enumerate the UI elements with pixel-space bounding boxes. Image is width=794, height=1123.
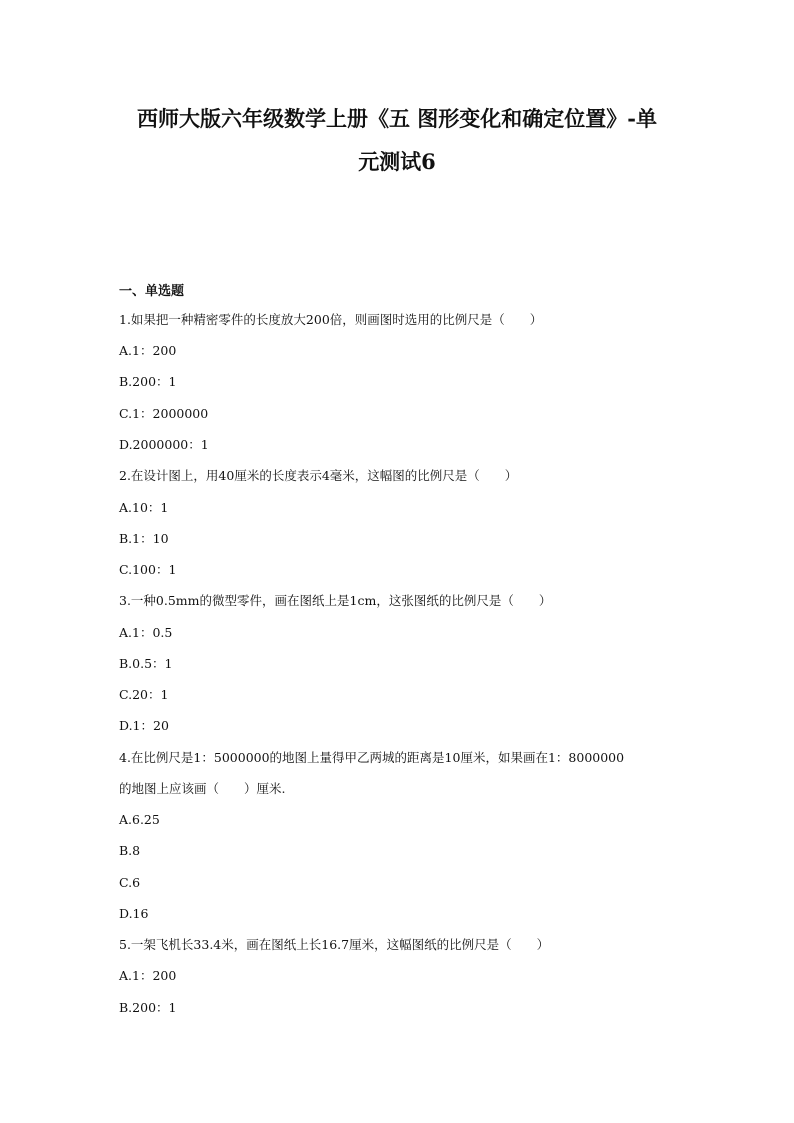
- question-1-option-c: C.1：2000000: [119, 406, 209, 421]
- question-3-option-a: A.1：0.5: [119, 625, 173, 640]
- question-3-option-b: B.0.5：1: [119, 656, 173, 671]
- question-1-option-d: D.2000000：1: [119, 437, 209, 452]
- question-2-stem: 2.在设计图上，用40厘米的长度表示4毫米，这幅图的比例尺是（ ）: [119, 468, 518, 483]
- question-3-option-d: D.1：20: [119, 718, 169, 733]
- question-4-option-c: C.6: [119, 875, 141, 890]
- question-1-option-a: A.1：200: [119, 343, 177, 358]
- question-2-option-c: C.100：1: [119, 562, 177, 577]
- question-2-option-a: A.10：1: [119, 500, 169, 515]
- question-4-stem: 4.在比例尺是1：5000000的地图上量得甲乙两城的距离是10厘米，如果画在1：8000000: [119, 750, 625, 765]
- question-2-option-b: B.1：10: [119, 531, 169, 546]
- section-heading: 一、单选题: [119, 284, 185, 299]
- question-5-option-a: A.1：200: [119, 968, 177, 983]
- question-3-option-c: C.20：1: [119, 687, 169, 702]
- document-title-line-1: 西师大版六年级数学上册《五 图形变化和确定位置》-单: [136, 106, 658, 131]
- question-4-option-a: A.6.25: [119, 812, 160, 827]
- question-4-option-d: D.16: [119, 906, 149, 921]
- document-title-line-2: 元测试6: [358, 149, 436, 174]
- question-1-stem: 1.如果把一种精密零件的长度放大200倍，则画图时选用的比例尺是（ ）: [119, 312, 543, 327]
- question-5-option-b: B.200：1: [119, 1000, 177, 1015]
- question-4-option-b: B.8: [119, 843, 141, 858]
- question-1-option-b: B.200：1: [119, 374, 177, 389]
- question-3-stem: 3.一种0.5mm的微型零件，画在图纸上是1cm，这张图纸的比例尺是（ ）: [119, 593, 552, 608]
- question-5-stem: 5.一架飞机长33.4米，画在图纸上长16.7厘米，这幅图纸的比例尺是（ ）: [119, 937, 550, 952]
- question-4-stem-continued: 的地图上应该画（ ）厘米.: [119, 781, 286, 796]
